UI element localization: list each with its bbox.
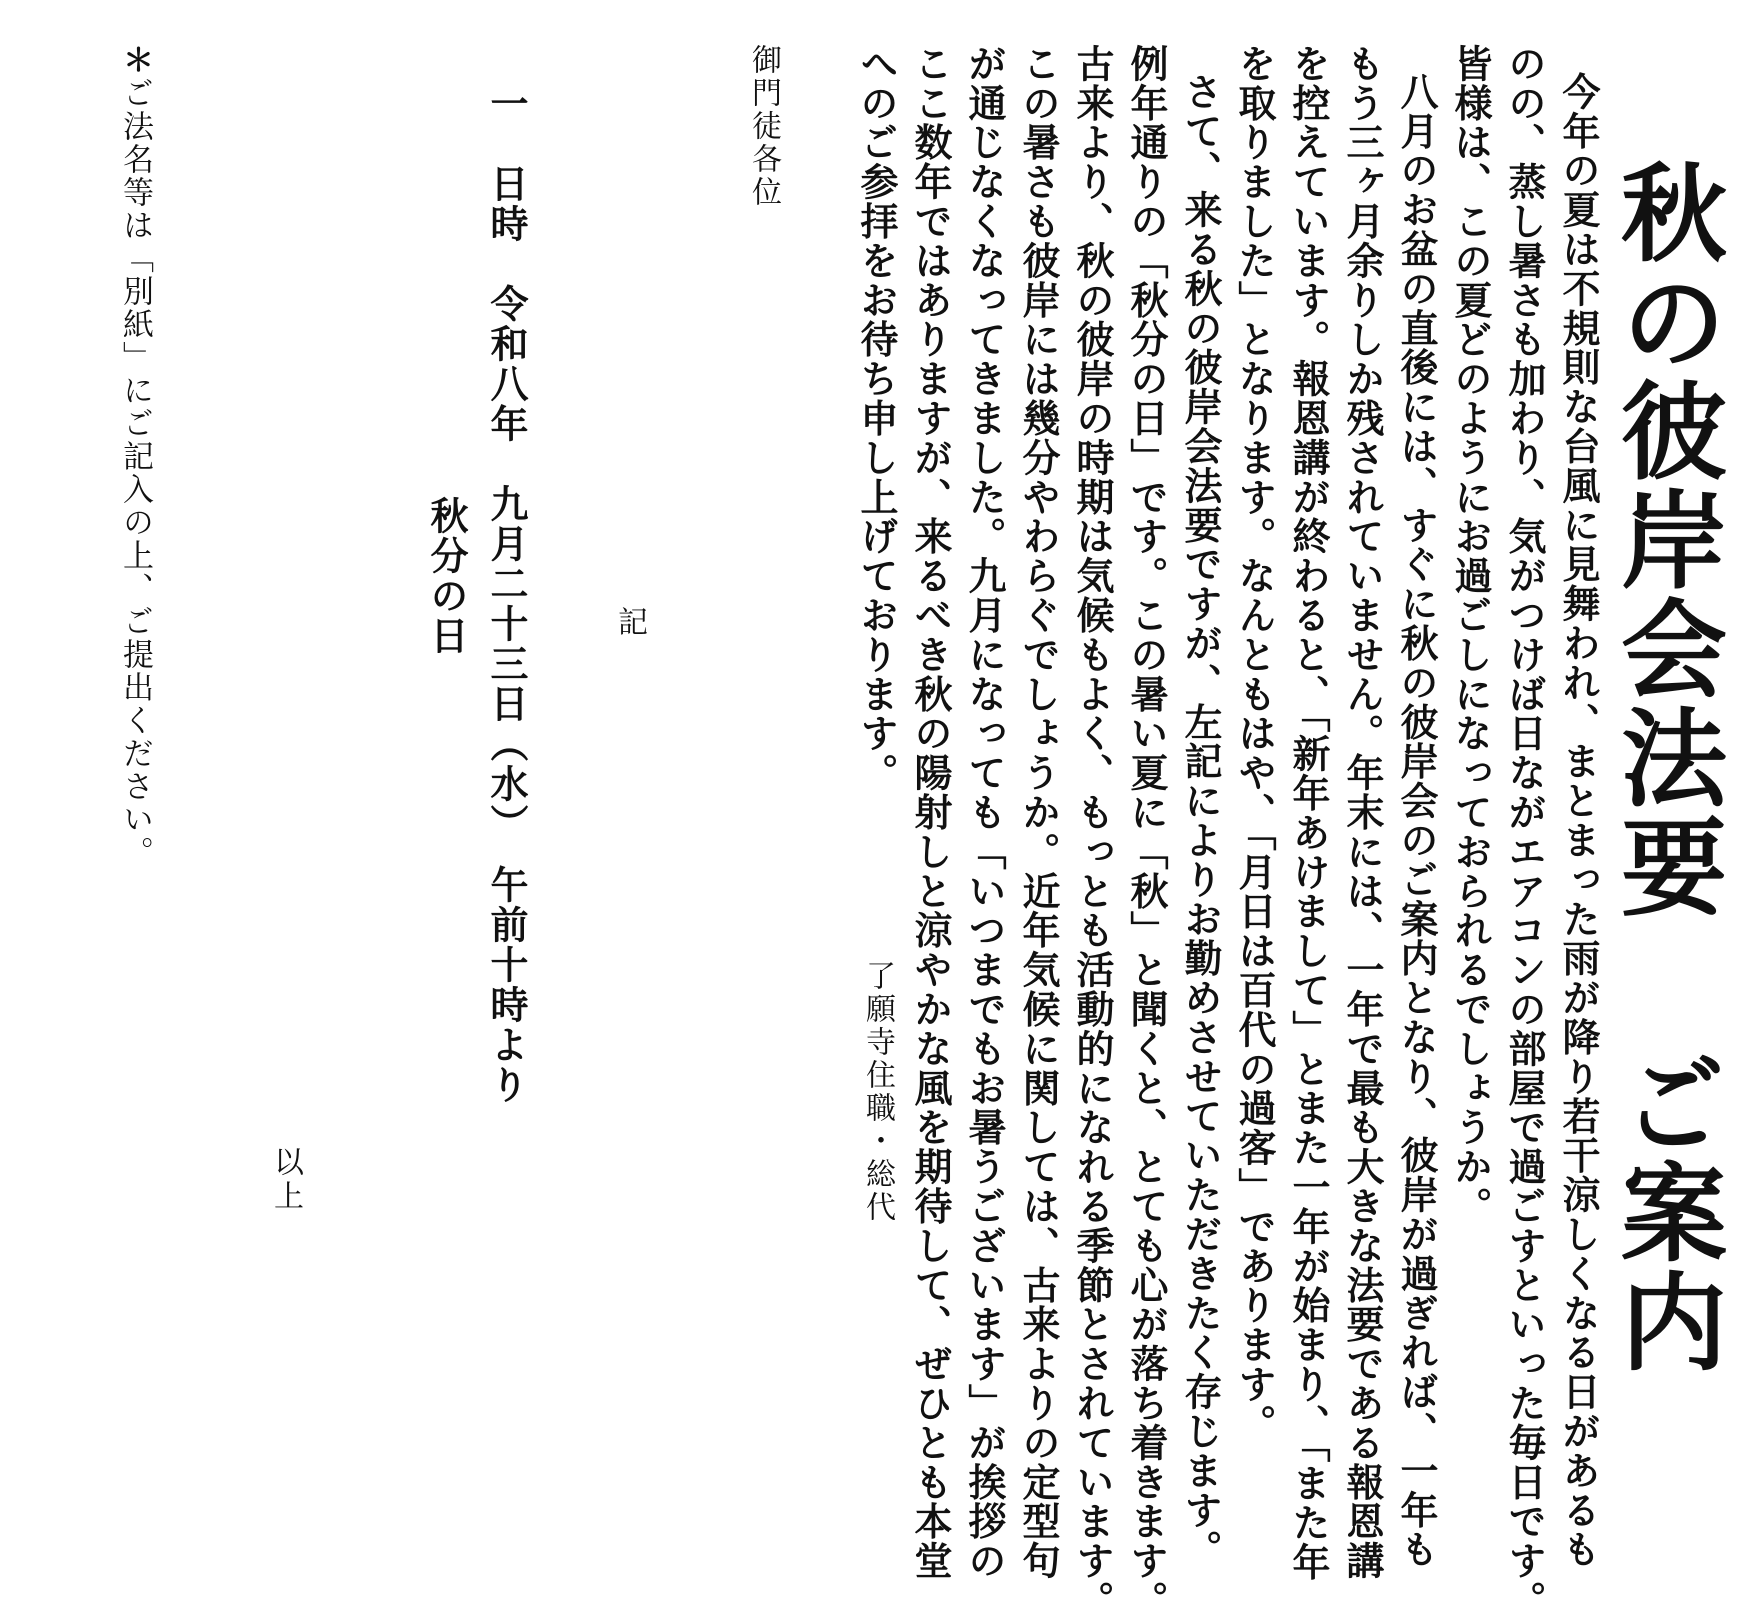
closing-mark: 以上: [268, 1146, 303, 1214]
footnote: [115, 44, 155, 869]
body-line: 例年通りの「秋分の日」です。この暑い夏に「秋」と聞くと、とても心が落ち着きます。: [1124, 44, 1169, 1620]
body-line: のの、蒸し暑さも加わり、気がつけば日ながエアコンの部屋で過ごすといった毎日です。: [1502, 44, 1547, 1620]
body-line: 今年の夏は不規則な台風に見舞われ、まとまった雨が降り若干涼しくなる日があるも: [1556, 72, 1601, 1570]
body-line: を取りました」となります。なんともはや、「月日は百代の過客」であります。: [1232, 44, 1277, 1444]
event-day-name: 秋分の日: [424, 496, 469, 656]
asterisk-icon: ＊: [117, 44, 153, 77]
body-line: 八月のお盆の直後には、すぐに秋の彼岸会のご案内となり、彼岸が過ぎれば、一年も: [1394, 72, 1439, 1570]
footnote-text: ご法名等は「別紙」にご記入の上、ご提出ください。: [117, 77, 153, 869]
addressee: 御門徒各位: [746, 44, 781, 209]
body-line: さて、来る秋の彼岸会法要ですが、左記によりお勤めさせていただきたく存じます。: [1178, 72, 1223, 1570]
event-datetime: 一 日時 令和八年 九月二十三日（水） 午前十時より: [484, 84, 529, 1105]
body-line: 古来より、秋の彼岸の時期は気候もよく、もっとも活動的になれる季節とされています。: [1070, 44, 1115, 1620]
body-line: 皆様は、この夏どのようにお過ごしになっておられるでしょうか。: [1448, 44, 1493, 1226]
body-line: へのご参拝をお待ち申し上げております。: [854, 44, 899, 793]
signer: 了願寺住職・総代: [860, 960, 895, 1224]
page-title: 秋の彼岸会法要 ご案内: [1604, 158, 1729, 1376]
body-line: を控えています。報恩講が終わると、「新年あけまして」とまた一年が始まり、「また年: [1286, 44, 1331, 1582]
body-line: ここ数年ではありますが、来るべき秋の陽射しと涼やかな風を期待して、ぜひとも本堂: [908, 44, 953, 1581]
body-line: もう三ヶ月余りしか残されていません。年末には、一年で最も大きな法要である報恩講: [1340, 44, 1385, 1581]
body-line: この暑さも彼岸には幾分やわらぐでしょうか。近年気候に関しては、古来よりの定型句: [1016, 44, 1061, 1581]
body-line: が通じなくなってきました。九月になっても「いつまでもお暑うございます」が挨拶の: [962, 44, 1007, 1581]
ki-label: 記: [612, 606, 647, 636]
